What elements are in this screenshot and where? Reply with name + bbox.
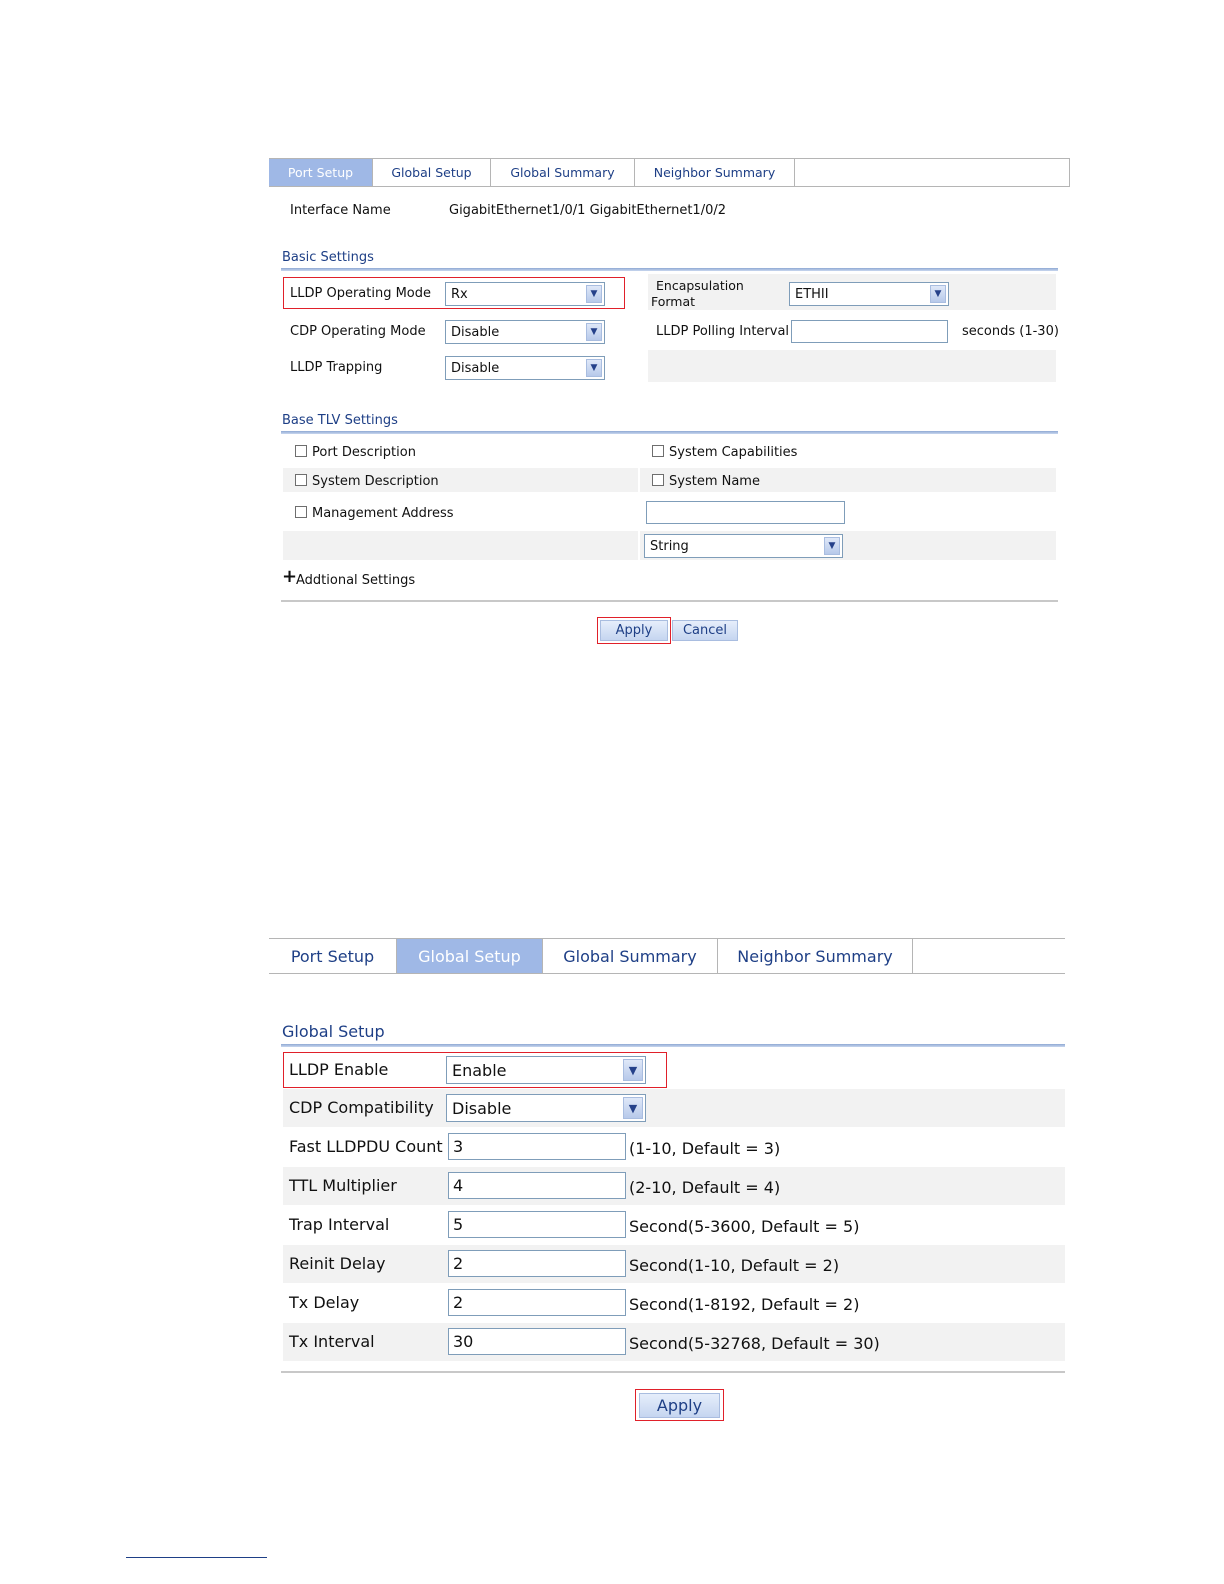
additional-settings-toggle[interactable]: Addtional Settings [296,573,416,588]
system-description-label: System Description [312,474,439,489]
tab-global-setup[interactable]: Global Setup [373,159,491,186]
port-description-checkbox[interactable] [295,445,307,457]
chevron-down-icon: ▼ [586,323,602,341]
reinit-delay-hint: Second(1-10, Default = 2) [629,1256,840,1275]
tab-bar-filler [795,159,1070,186]
lldp-operating-mode-value: Rx [451,286,468,302]
encapsulation-format-value: ETHII [795,286,829,302]
tx-interval-label: Tx Interval [289,1332,375,1351]
chevron-down-icon: ▼ [586,359,602,377]
tx-delay-label: Tx Delay [289,1293,360,1312]
lldp-enable-highlight [283,1052,667,1088]
cancel-button[interactable]: Cancel [672,620,738,641]
tx-interval-hint: Second(5-32768, Default = 30) [629,1334,880,1353]
lldp-operating-mode-highlight [283,277,625,309]
tx-delay-hint: Second(1-8192, Default = 2) [629,1295,860,1314]
lldp-polling-interval-input[interactable] [791,320,948,343]
chevron-down-icon: ▼ [586,285,602,303]
trap-interval-input[interactable]: 5 [448,1211,626,1238]
encapsulation-format-select[interactable] [789,282,949,306]
interface-name-value: GigabitEthernet1/0/1 GigabitEthernet1/0/2 [449,203,727,218]
global-setup-bottom-divider [281,1371,1065,1373]
plus-icon[interactable]: + [282,566,298,587]
base-tlv-settings-divider [281,431,1058,434]
interface-name-label: Interface Name [290,203,391,218]
management-address-input[interactable] [646,501,845,524]
fast-lldpdu-count-input[interactable]: 3 [448,1133,626,1160]
lldp-trapping-value: Disable [451,360,500,376]
basic-settings-divider [281,268,1058,271]
chevron-down-icon: ▼ [930,285,946,303]
address-type-value: String [650,538,689,554]
apply-button[interactable]: Apply [639,1393,720,1418]
system-description-checkbox[interactable] [295,474,307,486]
global-setup-divider [281,1044,1065,1047]
encapsulation-format-label: Encapsulation Format [651,278,744,309]
cdp-operating-mode-value: Disable [451,324,500,340]
port-description-label: Port Description [312,445,416,460]
tx-interval-input[interactable]: 30 [448,1328,626,1355]
lldp-operating-mode-label: LLDP Operating Mode [290,286,432,301]
lldp-trapping-select[interactable] [445,356,605,380]
ttl-multiplier-input[interactable]: 4 [448,1172,626,1199]
tab-global-setup[interactable]: Global Setup [397,939,543,973]
basic-row-3-bg [648,350,1056,382]
lldp-polling-interval-label: LLDP Polling Interval [656,324,790,339]
base-tlv-settings-title: Base TLV Settings [282,413,398,428]
chevron-down-icon: ▼ [824,537,840,555]
tab-bar [269,158,1070,187]
footnote-separator [126,1557,267,1558]
fast-lldpdu-count-hint: (1-10, Default = 3) [629,1139,781,1158]
tab-global-summary[interactable]: Global Summary [543,939,718,973]
fast-lldpdu-count-label: Fast LLDPDU Count [289,1137,443,1156]
chevron-down-icon: ▼ [623,1059,643,1081]
management-address-label: Management Address [312,506,454,521]
system-capabilities-label: System Capabilities [669,445,798,460]
tab-port-setup[interactable]: Port Setup [269,159,373,186]
global-setup-title: Global Setup [282,1022,385,1041]
ttl-multiplier-hint: (2-10, Default = 4) [629,1178,781,1197]
apply-button[interactable]: Apply [600,620,668,641]
ttl-multiplier-label: TTL Multiplier [289,1176,397,1195]
port-setup-bottom-divider [281,600,1058,602]
tab-bar [269,938,1065,974]
cdp-compatibility-label: CDP Compatibility [289,1098,434,1117]
reinit-delay-label: Reinit Delay [289,1254,386,1273]
tab-port-setup[interactable]: Port Setup [269,939,397,973]
tx-delay-input[interactable]: 2 [448,1289,626,1316]
cdp-compatibility-value: Disable [452,1098,512,1118]
tab-neighbor-summary[interactable]: Neighbor Summary [718,939,913,973]
trap-interval-hint: Second(5-3600, Default = 5) [629,1217,860,1236]
chevron-down-icon: ▼ [623,1097,643,1119]
tab-bar-filler [913,939,1065,973]
tlv-column-gap [638,468,640,492]
basic-settings-title: Basic Settings [282,250,374,265]
tab-global-summary[interactable]: Global Summary [491,159,635,186]
trap-interval-label: Trap Interval [289,1215,390,1234]
cdp-operating-mode-label: CDP Operating Mode [290,324,426,339]
system-name-label: System Name [669,474,760,489]
tab-neighbor-summary[interactable]: Neighbor Summary [635,159,795,186]
apply-button-highlight [597,617,671,644]
management-address-checkbox[interactable] [295,506,307,518]
cdp-compatibility-select[interactable] [446,1094,646,1122]
reinit-delay-input[interactable]: 2 [448,1250,626,1277]
address-type-select[interactable] [644,534,843,558]
apply-button-highlight [635,1389,724,1421]
system-capabilities-checkbox[interactable] [652,445,664,457]
cdp-operating-mode-select[interactable] [445,320,605,344]
lldp-polling-interval-hint: seconds (1-30) [962,324,1059,339]
lldp-enable-label: LLDP Enable [289,1060,389,1079]
lldp-trapping-label: LLDP Trapping [290,360,383,375]
lldp-enable-value: Enable [452,1060,507,1080]
system-name-checkbox[interactable] [652,474,664,486]
tlv-column-gap [638,531,640,560]
